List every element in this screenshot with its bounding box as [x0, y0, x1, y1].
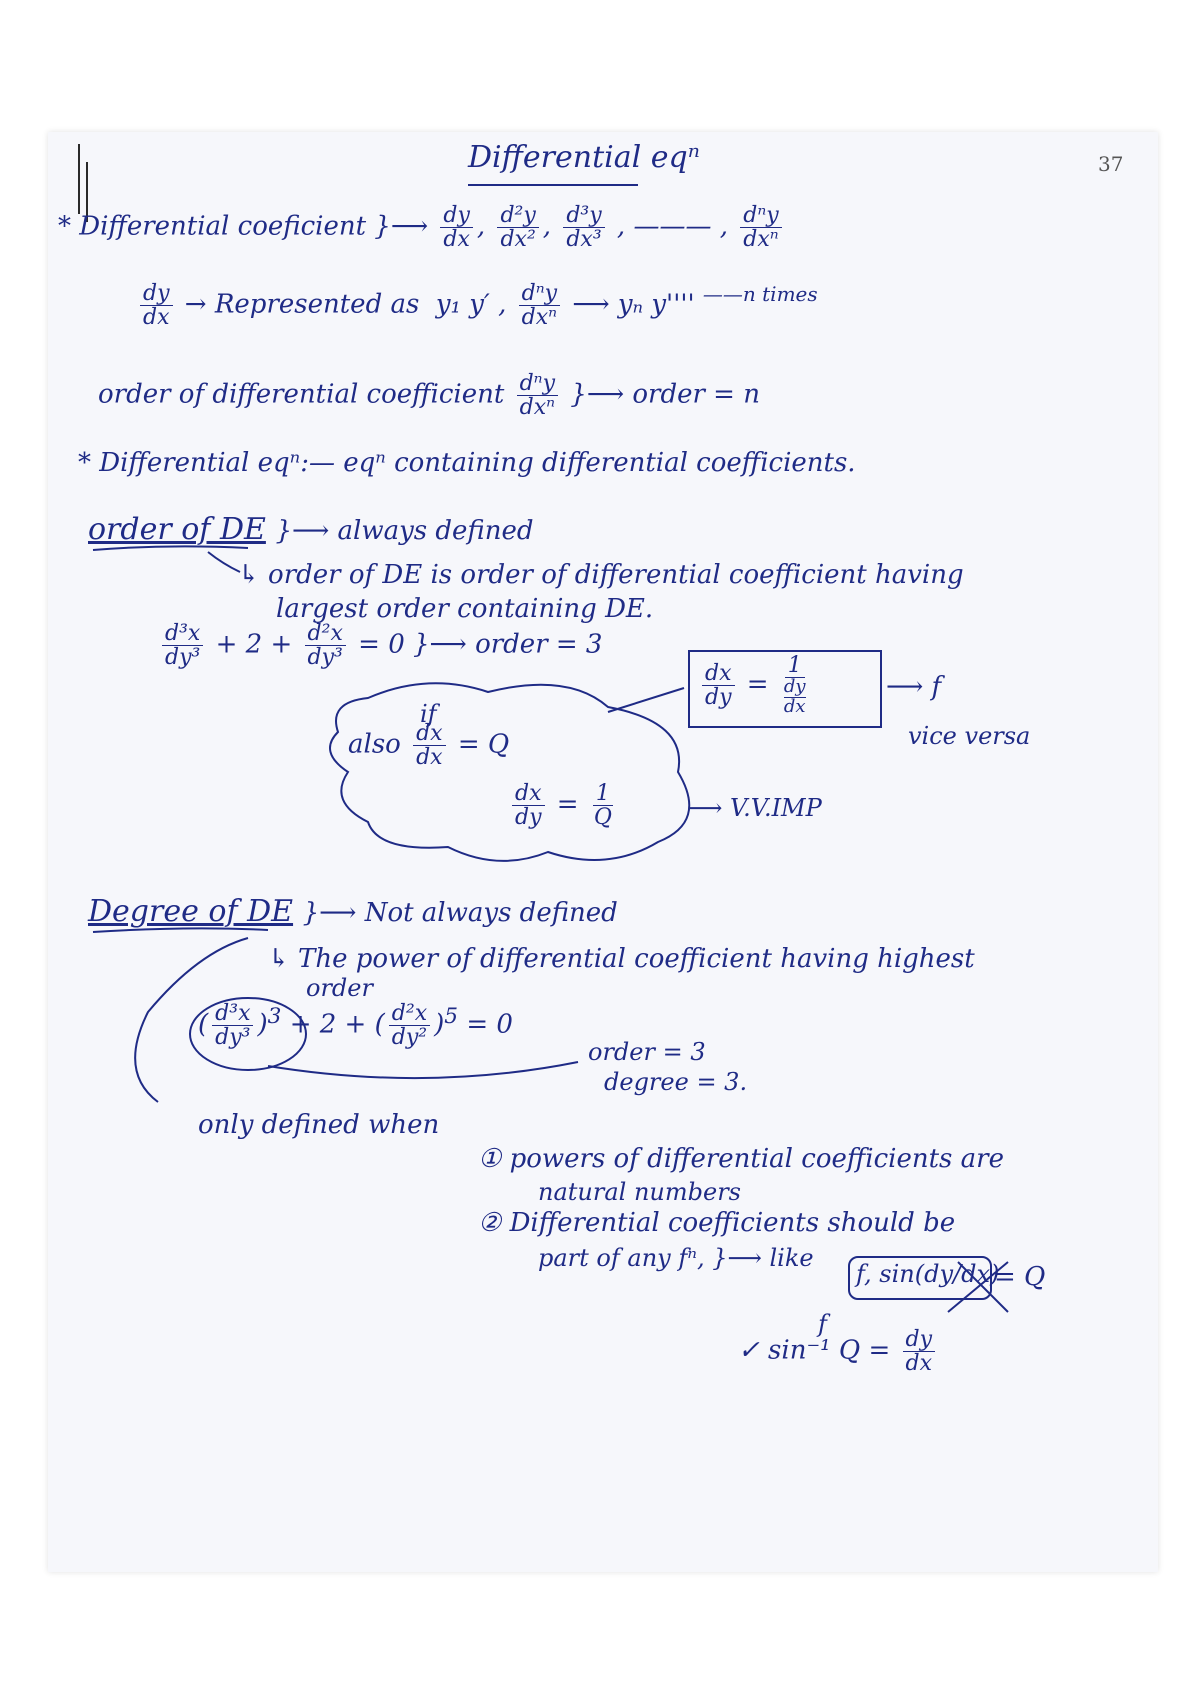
condition-2b: part of any fⁿ, }⟶ like	[538, 1244, 814, 1272]
de-definition: * Differential eqⁿ:— eqⁿ containing differential coefficients.	[78, 448, 856, 478]
fraction-dx-dy: $\frac{dx}{dy}$	[512, 782, 545, 829]
degree-bracket	[135, 938, 248, 1102]
fraction-dx-dy: $\frac{dx}{dy}$	[702, 662, 735, 709]
eq-end: = 0 }⟶ order = 3	[358, 629, 603, 660]
page-number: 37	[1098, 152, 1124, 176]
check-f: f	[818, 1310, 827, 1338]
power-5: 5	[444, 1003, 459, 1029]
ink-strokes	[48, 132, 1158, 1572]
order-de-line1: ↳ order of DE is order of differential coefficient having	[238, 560, 964, 590]
cloud-also: also	[348, 729, 401, 760]
fraction-d3y-dx3: $\frac{\text{d³y}}{\text{dx³}}$	[563, 204, 604, 251]
ntimes-text: ——n times	[702, 282, 818, 306]
fraction-dy-dx: $\frac{dy}{dx}$	[903, 1328, 936, 1375]
condition-2-number: ②	[478, 1208, 502, 1238]
order-result: }⟶ order = n	[570, 379, 760, 410]
order-de-heading: order of DE	[88, 512, 266, 547]
arrow-text: ⟶ yₙ y''''	[572, 289, 695, 320]
fraction-d2y-dx2: $\frac{\text{d²y}}{\text{dx²}}$	[497, 204, 538, 251]
order-heading-underline	[93, 546, 248, 550]
condition-1-number: ①	[478, 1144, 502, 1174]
degree-de-heading-rest: }⟶ Not always defined	[302, 898, 618, 928]
represented-text: → Represented as	[184, 289, 420, 320]
power-3: 3	[267, 1003, 282, 1029]
page-title: Differential eqⁿ	[468, 140, 700, 175]
order-curve-arrow	[208, 552, 240, 572]
fraction-1-over-q: $\frac{1}{Q}$	[593, 781, 612, 831]
degree-de-example: ( $\frac{\text{d³x}}{\text{dy³}}$ )$^3$ + 2 + ( $\frac{\text{d²x}}{\text{dy²}}$ )$^5$ = 0	[198, 1001, 513, 1051]
fraction-d3x-dy3: $\frac{\text{d³x}}{\text{dy³}}$	[212, 1002, 253, 1049]
diff-coeff-label: * Differential coeficient }⟶	[58, 211, 429, 242]
fraction-d3x-dy3: $\frac{\text{d³x}}{\text{dy³}}$	[162, 622, 203, 669]
eq-mid: + 2 +	[215, 629, 293, 660]
represented-line: $\frac{dy}{dx}$ → Represented as y₁ y′ , $\frac{\text{dⁿy}}{\text{dxⁿ}}$ ⟶ yₙ y'''' $^{——n times}$	[136, 282, 818, 329]
degree-de-heading: Degree of DE	[88, 894, 294, 929]
vice-versa: vice versa	[908, 722, 1031, 750]
fraction-1-over-dydx: 1 dy dx	[783, 653, 806, 717]
cloud-outline	[330, 683, 689, 861]
degree-degree: degree = 3.	[604, 1068, 748, 1096]
box-equals: =	[746, 669, 769, 700]
circle-d3x	[190, 998, 306, 1070]
notebook-page	[48, 132, 1158, 1572]
order-de-line2: largest order containing DE.	[276, 594, 654, 624]
fraction-dny-dxn: $\frac{\text{dⁿy}}{\text{dxⁿ}}$	[740, 204, 781, 251]
cloud-if: if	[420, 700, 437, 728]
cloud-eq2: =	[556, 789, 579, 820]
box-note: ⟶ f	[886, 672, 942, 702]
degree-order: order = 3	[588, 1038, 706, 1066]
order-de-heading-rest: }⟶ always defined	[275, 516, 534, 546]
cross-mark	[948, 1262, 1008, 1312]
fraction-dy-dx: $\frac{dy}{dx}$	[140, 282, 173, 329]
eq-mid: + 2 +	[289, 1009, 367, 1040]
condition-2-text: Differential coefficients should be	[509, 1208, 956, 1238]
circle-arrow	[268, 1062, 578, 1078]
like-expression: f, sin(dy/dx)	[856, 1260, 1000, 1288]
notation-text: y₁ y′	[435, 289, 490, 320]
check-expression: ✓ sin⁻¹ Q =	[738, 1335, 891, 1366]
eq-end: = 0	[466, 1009, 513, 1040]
fraction-d2x-dy2: $\frac{\text{d²x}}{\text{dy²}}$	[389, 1002, 430, 1049]
diff-coeff-line: * Differential coeficient }⟶ $\frac{dy}{dx}$ , $\frac{\text{d²y}}{\text{dx²}}$ , $\frac{\text{d³y}}{\text{dx³}}$ , ——— , $\frac{\text{dⁿy}}{\text{dxⁿ}}$	[58, 204, 786, 251]
order-coeff-text: order of differential coefficient	[98, 379, 505, 410]
like-equals: = Q	[994, 1262, 1046, 1292]
fraction-dx-dx: $\frac{dx}{dx}$	[413, 722, 446, 769]
fraction-dy-dx: $\frac{dy}{dx}$	[440, 204, 473, 251]
fraction-dny-dxn: $\frac{\text{dⁿy}}{\text{dxⁿ}}$	[519, 282, 560, 329]
vv-imp-note: ⟶ V.V.IMP	[688, 794, 822, 822]
only-defined: only defined when	[198, 1110, 440, 1140]
condition-1-text: powers of differential coefficients are	[509, 1144, 1004, 1174]
condition-1b: natural numbers	[538, 1178, 741, 1206]
fraction-dny-dxn: $\frac{\text{dⁿy}}{\text{dxⁿ}}$	[517, 372, 558, 419]
degree-de-line1: ↳ The power of differential coefficient having highest	[268, 944, 975, 974]
degree-de-line1b: order	[306, 974, 373, 1002]
fraction-d2x-dy3: $\frac{\text{d²x}}{\text{dy³}}$	[305, 622, 346, 669]
cloud-eq1: = Q	[457, 729, 510, 760]
ellipsis: , ——— ,	[616, 211, 728, 242]
degree-heading-underline	[93, 928, 268, 932]
